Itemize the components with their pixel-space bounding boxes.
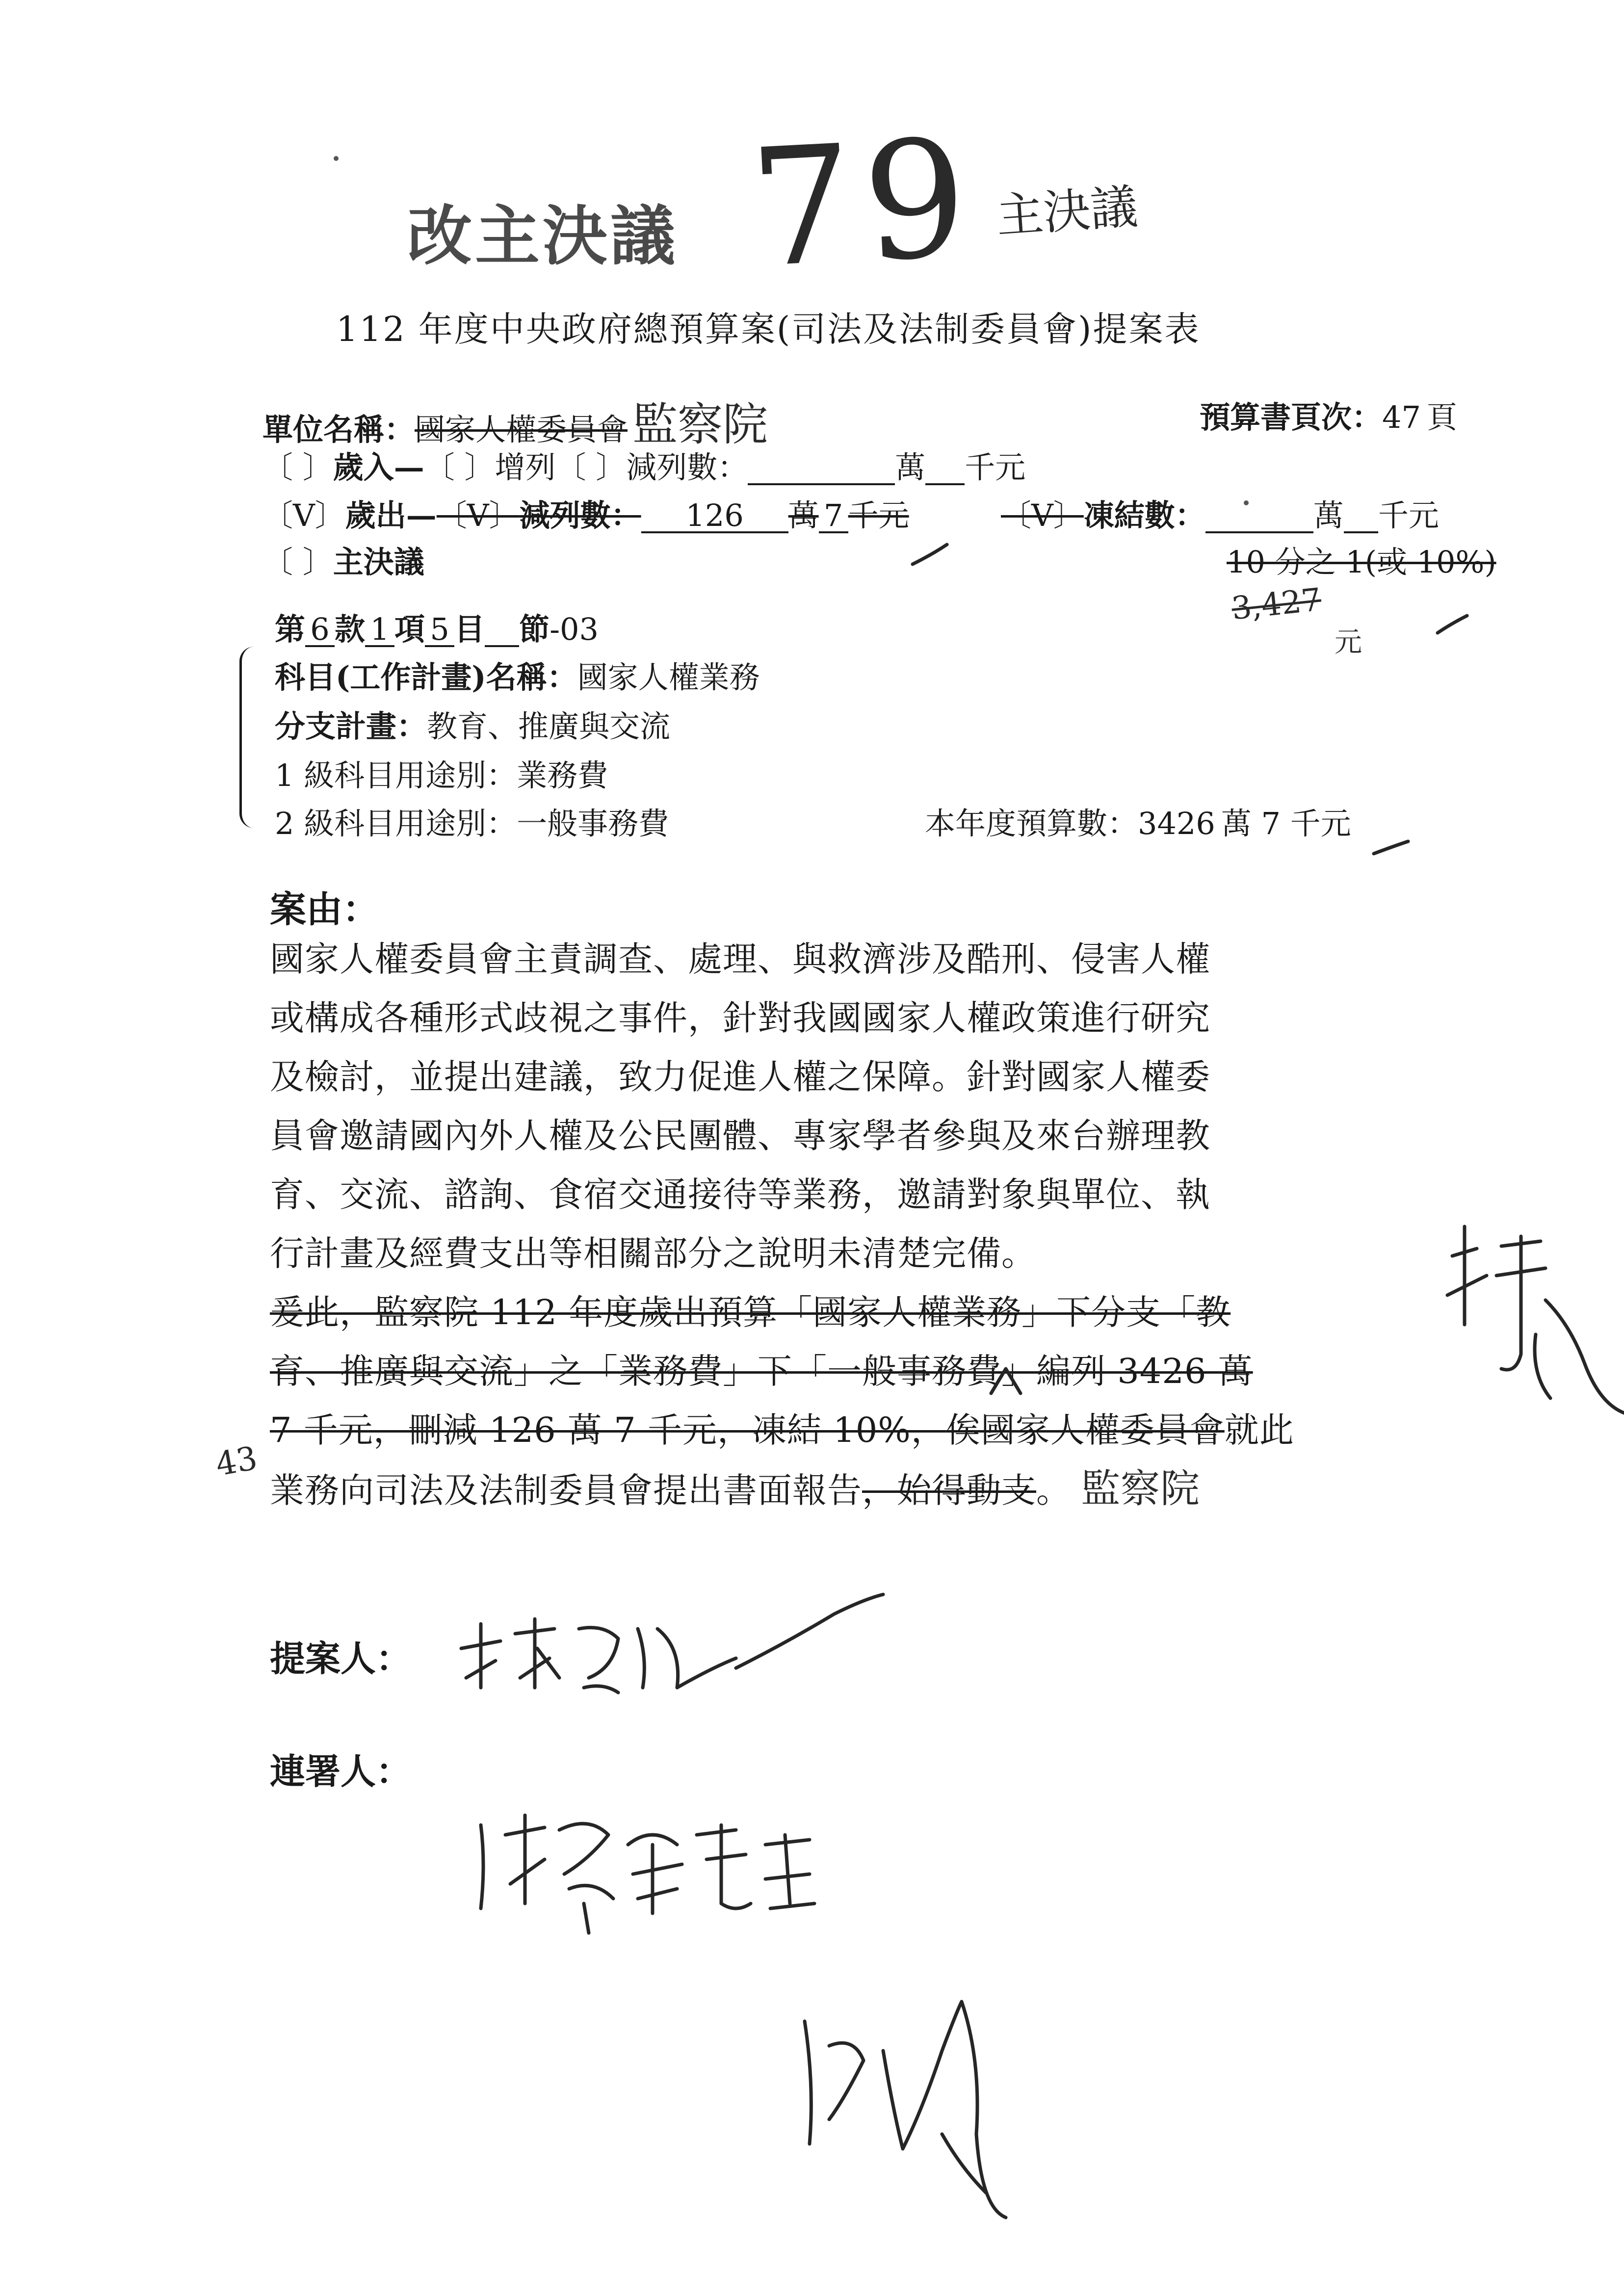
page-value: 47 (1382, 399, 1421, 435)
revenue-qian-blank (925, 451, 965, 485)
handwritten-margin-number: 43 (212, 1439, 261, 1484)
freeze-qian: 千元 (1378, 497, 1439, 533)
mu-label: 目 (454, 611, 485, 647)
cut-check: 〔V〕 (436, 497, 520, 533)
branch-row (275, 708, 671, 744)
expense-row (262, 499, 909, 533)
reason-line: 或構成各種形式歧視之事件，針對我國國家人權政策進行研究 (270, 998, 1210, 1038)
level2-label: 2 級科目用途別： (275, 806, 517, 841)
budget-value: 3426 (1138, 806, 1215, 841)
handwritten-amount-unit: 元 (1335, 626, 1362, 658)
revenue-qian: 千元 (965, 449, 1026, 485)
reason-struck-line: 爰此，監察院 112 年度歲出預算「國家人權業務」下分支「教 (270, 1292, 1231, 1332)
proposer-signature (461, 1594, 883, 1693)
reason-body (270, 930, 1438, 1520)
kuan-value: 6 (305, 613, 335, 647)
scan-speck (1244, 500, 1249, 505)
cosigner-signature-1 (481, 1815, 814, 1933)
handwritten-insert: 監察院 (1081, 1466, 1200, 1512)
class-code: -03 (550, 611, 599, 647)
unit-original-struck: 國家人權委員會 (415, 412, 628, 447)
check-mark-3 (1374, 841, 1408, 854)
reason-line: 員會邀請國內外人權及公民團體、專家學者參與及來台辦理教 (270, 1116, 1210, 1156)
increase-check: 〔 〕 (424, 449, 495, 485)
revenue-label: 歲入— (333, 449, 424, 485)
reason-line: 及檢討，並提出建議，致力促進人權之保障。針對國家人權委 (270, 1057, 1210, 1097)
reason-text-segment: 。 (1036, 1470, 1071, 1511)
xiang-label: 項 (394, 611, 425, 647)
handwritten-amount: 3,427 (1230, 581, 1323, 627)
main-resolution-row (262, 544, 424, 580)
cut-qian: 千元 (848, 497, 909, 533)
reason-struck-segment: 俟國家人權委員會 (945, 1410, 1225, 1450)
classification-bracket (239, 647, 260, 828)
reason-struck-line: 育、推廣與交流」之「業務費」下「一般事務費」編列 3426 萬 (270, 1351, 1253, 1391)
reason-struck-segment: ，始得動支 (862, 1470, 1036, 1511)
cut-wan: 萬 (788, 497, 819, 533)
class-prefix: 第 (275, 611, 306, 647)
annual-budget-row (925, 806, 1351, 841)
classification-row (275, 613, 599, 647)
increase-label: 增列 (495, 449, 556, 485)
level2-value: 一般事務費 (517, 806, 669, 841)
subject-row (275, 659, 760, 695)
scan-speck (334, 156, 339, 161)
cut-amount: 126 (641, 499, 788, 533)
reason-text-segment: 就此 (1224, 1410, 1294, 1450)
mu-value: 5 (425, 613, 454, 647)
unit-corrected-handwritten: 監察院 (632, 398, 768, 451)
subject-label: 科目(工作計畫)名稱： (275, 659, 577, 695)
xiang-value: 1 (365, 613, 394, 647)
revenue-wan: 萬 (895, 449, 926, 485)
unit-label: 單位名稱： (262, 412, 415, 447)
main-resolution-check: 〔 〕 (262, 544, 333, 580)
freeze-row (1001, 499, 1439, 533)
reason-heading: 案由： (270, 888, 379, 931)
reason-struck-segment: 7 千元，刪減 126 萬 7 千元，凍結 10%， (270, 1410, 946, 1450)
level2-row (275, 806, 669, 841)
jie-label: 節 (519, 611, 550, 647)
proposer-label: 提案人： (270, 1638, 412, 1679)
budget-page-ref (1200, 399, 1457, 435)
reason-mixed-line (270, 1460, 1438, 1520)
freeze-label: 凍結數： (1083, 497, 1205, 533)
freeze-qian-blank (1344, 499, 1378, 533)
handwritten-resolution-number: 79 (746, 104, 981, 304)
main-resolution-label: 主決議 (333, 544, 424, 580)
form-title: 112 年度中央政府總預算案(司法及法制委員會)提案表 (336, 309, 1201, 349)
cut-qian-value: 7 (819, 499, 848, 533)
reason-line: 國家人權委員會主責調查、處理、與救濟涉及酷刑、侵害人權 (270, 939, 1210, 979)
decrease-label: 減列數： (626, 449, 748, 485)
branch-value: 教育、推廣與交流 (427, 708, 671, 744)
reason-text-segment: 業務向司法及法制委員會提出書面報告 (270, 1470, 862, 1511)
branch-label: 分支計畫： (275, 708, 427, 744)
freeze-wan: 萬 (1313, 497, 1344, 533)
subject-value: 國家人權業務 (577, 659, 760, 695)
level1-label: 1 級科目用途別： (275, 757, 517, 793)
freeze-wan-blank (1205, 499, 1313, 533)
expense-check: 〔V〕 (262, 497, 345, 533)
kuan-label: 款 (335, 611, 366, 647)
check-mark-1 (913, 545, 947, 564)
reason-line: 行計畫及經費支出等相關部分之說明未清楚完備。 (270, 1233, 1036, 1274)
cut-label: 減列數： (519, 497, 641, 533)
check-mark-2 (1438, 616, 1467, 633)
expense-label: 歲出— (345, 497, 437, 533)
revenue-wan-blank (748, 451, 895, 485)
freeze-ratio-struck: 10 分之 1(或 10%) (1227, 544, 1496, 580)
jie-blank (485, 613, 519, 647)
unit-row (262, 398, 768, 451)
cosigner-label: 連署人： (270, 1750, 412, 1792)
handwritten-main-resolution-note: 主決議 (994, 179, 1140, 244)
revenue-check: 〔 〕 (262, 449, 333, 485)
cosigner-signature-2 (805, 2002, 1006, 2218)
page-label: 預算書頁次： (1200, 399, 1383, 435)
margin-signature (1447, 1226, 1624, 1413)
freeze-check: 〔V〕 (1001, 497, 1084, 533)
budget-label: 本年度預算數： (925, 806, 1138, 841)
page-unit: 頁 (1426, 399, 1457, 435)
resolution-type-stamp: 改主決議 (407, 198, 678, 274)
budget-unit: 萬 7 千元 (1221, 806, 1351, 841)
level1-value: 業務費 (517, 757, 608, 793)
reason-line: 育、交流、諮詢、食宿交通接待等業務，邀請對象與單位、執 (270, 1174, 1210, 1215)
level1-row (275, 757, 608, 793)
cut-section-struck (437, 497, 909, 533)
reason-mixed-line (270, 1401, 1438, 1460)
revenue-row (262, 451, 1025, 485)
decrease-check: 〔 〕 (555, 449, 627, 485)
